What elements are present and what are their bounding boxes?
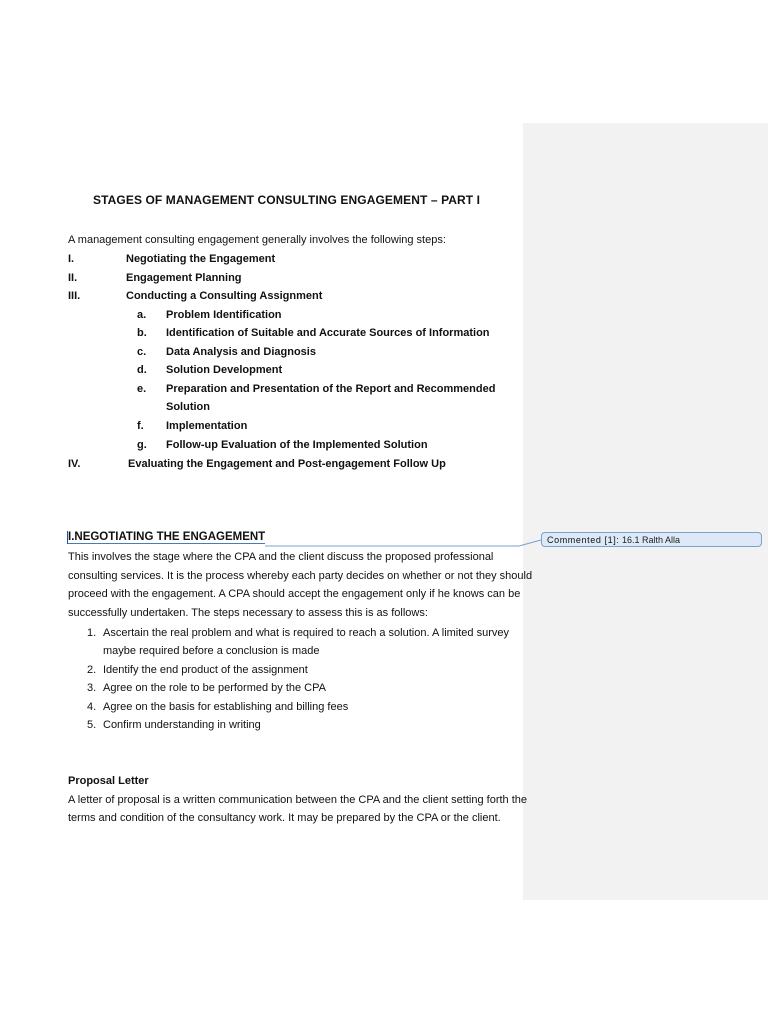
- comment-text: 16.1 Ralth Alla: [621, 535, 680, 545]
- substep-letter: e.: [137, 383, 147, 395]
- step-number: III.: [68, 290, 81, 302]
- substep-text: Follow-up Evaluation of the Implemented Solution: [166, 439, 428, 451]
- step-text: Evaluating the Engagement and Post-engagement Follow Up: [128, 458, 446, 470]
- paragraph-line: This involves the stage where the CPA and the client discuss the proposed professional: [68, 551, 494, 563]
- list-item: Confirm understanding in writing: [103, 719, 261, 731]
- list-item: Agree on the basis for establishing and billing fees: [103, 701, 349, 713]
- substep-letter: f.: [137, 420, 144, 432]
- step-text: Engagement Planning: [126, 272, 242, 284]
- comment-anchor-text[interactable]: I.NEGOTIATING THE ENGAGEMENT: [68, 531, 266, 543]
- subsection-heading: Proposal Letter: [68, 775, 149, 787]
- substep-text: Problem Identification: [166, 309, 282, 321]
- comment-connector-line: [265, 540, 541, 546]
- list-item: Agree on the role to be performed by the CPA: [103, 682, 326, 694]
- substep-text-continued: Solution: [166, 401, 210, 413]
- substep-text: Preparation and Presentation of the Report and Recommended: [166, 383, 496, 395]
- list-number: 1.: [87, 627, 97, 639]
- intro-text: A management consulting engagement generally involves the following steps:: [68, 234, 446, 246]
- comment-label: Commented [1]:: [547, 535, 620, 545]
- paragraph-line: successfully undertaken. The steps necessary to assess this is as follows:: [68, 607, 428, 619]
- list-number: 5.: [87, 719, 97, 731]
- paragraph-line: consulting services. It is the process whereby each party decides on whether or not they should: [68, 570, 533, 582]
- step-text: Negotiating the Engagement: [126, 253, 276, 265]
- substep-letter: c.: [137, 346, 147, 358]
- list-item-continued: maybe required before a conclusion is made: [103, 645, 320, 657]
- list-number: 3.: [87, 682, 97, 694]
- list-number: 4.: [87, 701, 97, 713]
- step-text: Conducting a Consulting Assignment: [126, 290, 323, 302]
- substep-text: Solution Development: [166, 364, 283, 376]
- substep-letter: a.: [137, 309, 147, 321]
- comment-balloon[interactable]: [541, 532, 762, 547]
- list-item: Ascertain the real problem and what is required to reach a solution. A limited survey: [103, 627, 509, 639]
- paragraph-line: A letter of proposal is a written communication between the CPA and the client setting forth the: [68, 794, 527, 806]
- step-number: II.: [68, 272, 78, 284]
- substep-letter: g.: [137, 439, 147, 451]
- document-title: STAGES OF MANAGEMENT CONSULTING ENGAGEMENT – PART I: [93, 193, 481, 207]
- paragraph-line: terms and condition of the consultancy work. It may be prepared by the CPA or the client.: [68, 812, 501, 824]
- substep-text: Identification of Suitable and Accurate Sources of Information: [166, 327, 490, 339]
- substep-letter: d.: [137, 364, 147, 376]
- step-number: IV.: [68, 458, 81, 470]
- substep-letter: b.: [137, 327, 147, 339]
- substep-text: Data Analysis and Diagnosis: [166, 346, 316, 358]
- list-item: Identify the end product of the assignment: [103, 664, 308, 676]
- substep-text: Implementation: [166, 420, 248, 432]
- step-number: I.: [68, 253, 75, 265]
- list-number: 2.: [87, 664, 97, 676]
- paragraph-line: proceed with the engagement. A CPA should accept the engagement only if he knows can be: [68, 588, 521, 600]
